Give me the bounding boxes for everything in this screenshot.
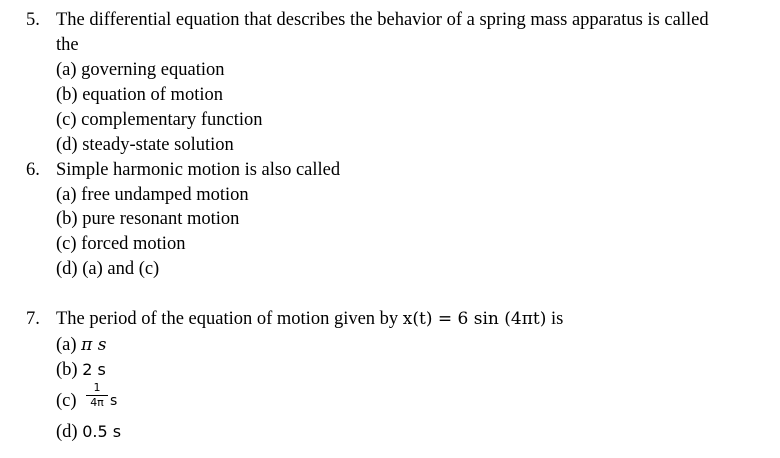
option-b-value: 2 s xyxy=(82,360,106,379)
option-a-value: π s xyxy=(81,335,107,355)
question-6-option-a: (a) free undamped motion xyxy=(56,185,249,205)
option-b-label: (b) xyxy=(56,360,83,380)
question-7-equation: x(t) = 6 sin (4πt) xyxy=(402,309,547,329)
question-5-option-d: (d) steady-state solution xyxy=(56,135,234,155)
question-6-option-b: (b) pure resonant motion xyxy=(56,209,240,229)
question-7-text xyxy=(56,308,563,330)
option-d-label: (d) xyxy=(56,422,83,442)
option-c-unit: s xyxy=(110,393,118,409)
question-7-text-before: The period of the equation of motion given by xyxy=(56,309,403,329)
question-6-text: Simple harmonic motion is also called xyxy=(56,160,341,180)
question-5-option-a: (a) governing equation xyxy=(56,60,225,80)
question-7-option-c-label: (c) xyxy=(56,391,77,411)
question-7-number: 7. xyxy=(26,309,40,329)
question-6-option-d: (d) (a) and (c) xyxy=(56,259,160,279)
question-6-number: 6. xyxy=(26,160,40,180)
question-5-text-line2: the xyxy=(56,35,79,55)
option-c-numerator: 1 xyxy=(93,381,101,394)
option-a-label: (a) xyxy=(56,335,82,355)
question-7-option-d xyxy=(56,421,121,443)
question-6-option-c: (c) forced motion xyxy=(56,234,186,254)
option-c-denominator: 4π xyxy=(90,396,104,409)
question-7-option-b xyxy=(56,359,106,381)
question-5-option-c: (c) complementary function xyxy=(56,110,263,130)
question-5-number: 5. xyxy=(26,10,40,30)
option-c-fraction xyxy=(86,382,108,409)
option-d-value: 0.5 s xyxy=(82,422,122,441)
question-5-option-b: (b) equation of motion xyxy=(56,85,223,105)
question-7-option-a xyxy=(56,334,106,356)
question-5-text-line1: The differential equation that describes the behavior of a spring mass apparatus is called xyxy=(56,10,709,30)
question-7-text-after: is xyxy=(546,309,564,329)
